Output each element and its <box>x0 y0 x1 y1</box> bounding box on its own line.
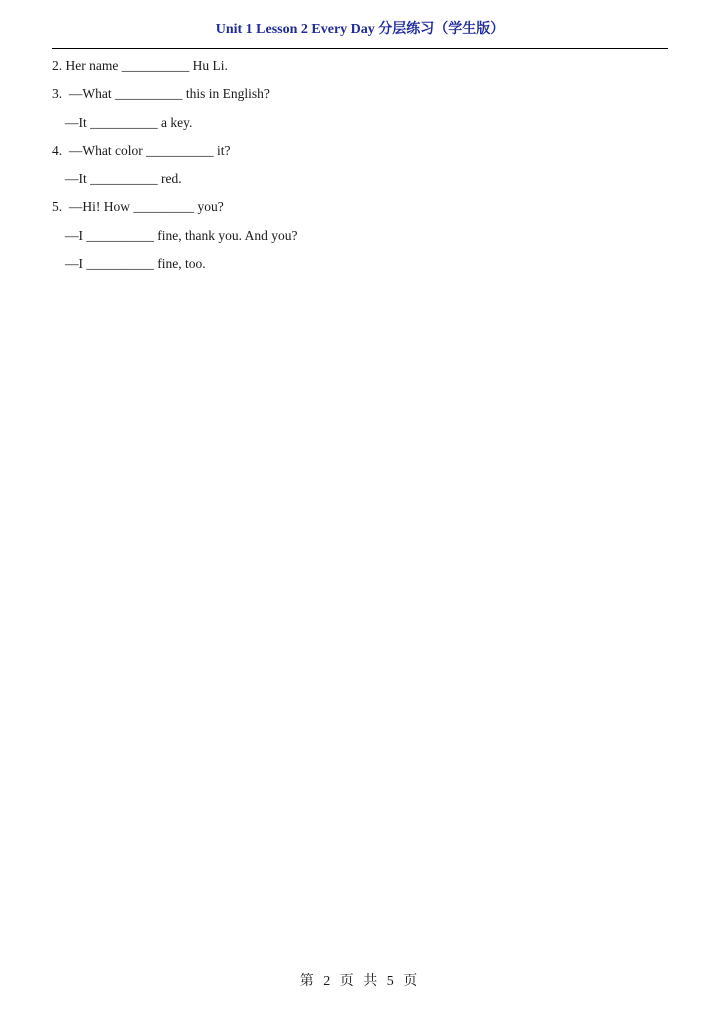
question-5-answer-1: —I __________ fine, thank you. And you? <box>65 227 298 243</box>
page-number-footer: 第 2 页 共 5 页 <box>299 974 421 989</box>
question-3-prompt: 3. —What __________ this in English? <box>52 86 270 102</box>
question-5-answer-2: —I __________ fine, too. <box>65 256 206 272</box>
question-4-prompt: 4. —What color __________ it? <box>52 142 231 158</box>
question-5-prompt: 5. —Hi! How _________ you? <box>52 199 224 215</box>
question-3-answer: —It __________ a key. <box>65 114 193 130</box>
header-divider <box>52 48 668 49</box>
exercise-body <box>52 56 668 282</box>
question-4-answer: —It __________ red. <box>65 171 182 187</box>
page-header-title: Unit 1 Lesson 2 Every Day 分层练习（学生版） <box>215 22 505 37</box>
question-2-line: 2. Her name __________ Hu Li. <box>52 58 228 73</box>
